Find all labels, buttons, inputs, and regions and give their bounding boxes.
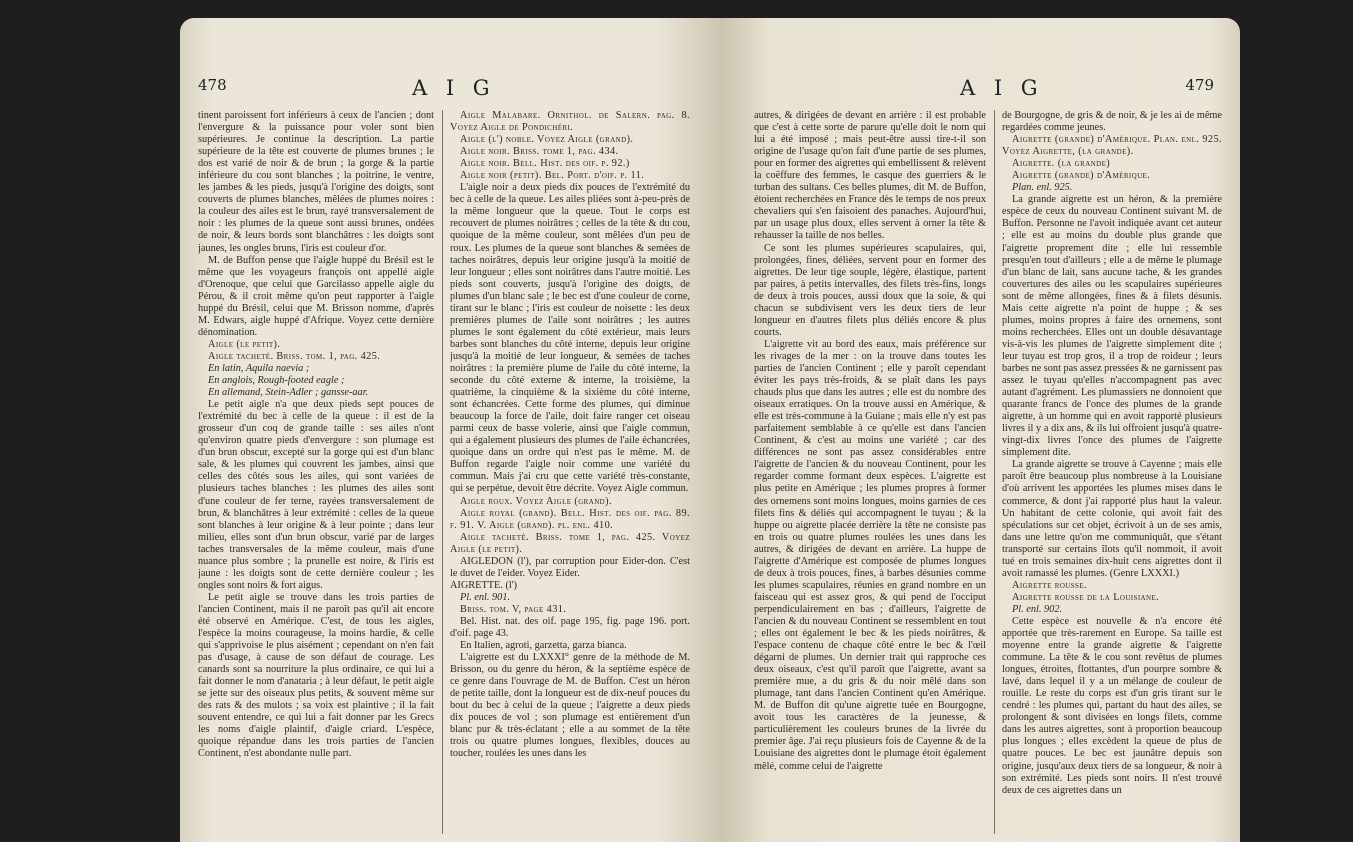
entry-heading: Aigle noir. Briss. tome 1, pag. 434. [460, 146, 619, 158]
left-page-column-2 [450, 110, 690, 834]
entry-heading: Aigle tacheté. Briss. tom. 1, pag. 425. [208, 350, 381, 362]
reference-line: Plan. enl. 925. [1012, 182, 1073, 194]
entry-heading: Aigle roux. Voyez Aigle (grand). [460, 495, 612, 507]
entry-heading: Aigle tacheté. Briss. tome 1, pag. 425. Voyez Aigle (le petit). [450, 531, 690, 555]
running-head: A I G [412, 76, 496, 100]
synonym-line: En anglois, Rough-footed eagle ; [208, 375, 345, 387]
paragraph: La grande aigrette se trouve à Cayenne ; mais elle paroît être beaucoup plus nombreuse à la Louisiane d'où arrivent les apportées les plumes mises dans le commerce, & dont j'ai rapporté plus haut la valeur. Un habitant de cette colonie, qui avoit fait des spéculations sur cet objet, écrivoit à un de ses amis, dans une lettre qu'on me communiquât, que s'étant transporté sur certains îlots qu'il nommoit, il avoit tué en trois semaines dix-huit cens aigrettes dont il avoit ramassé les plumes. (Genre LXXXI.) [1002, 459, 1222, 579]
reference-line: Bel. Hist. nat. des oif. page 195, fig. page 196. port. d'oif. page 43. [450, 615, 690, 640]
paragraph: Le petit aigle n'a que deux pieds sept pouces de l'extrémité du bec à celle de la queue : il est de la grosseur d'un coq de grande taille : ses ailes n'ont qu'environ quatre pieds d'envergure : son plumage est d'un brun obscur, excepté sur la gorge qui est d'un blanc sale, & les plumes qui couvrent les jambes, ainsi que celles des côtés sous les ailes, qui sont variées de plusieurs taches blanches : les plumes des ailes sont d'une couleur de fer terne, rayées transversalement de brun, & blanchâtres à leur extrémité : celles de la queue sont blanches à leur origine & à leur pointe ; dans leur milieu, elles sont d'un brun obscur, varié par de larges taches transversales de la même couleur, mais d'une nuance plus sombre ; la prunelle est noire, & l'iris est jaune : les doigts sont de cette dernière couleur ; les ongles sont noirs & fort aigus. [198, 399, 434, 591]
page-number: 478 [198, 76, 227, 94]
entry-heading: Aigle Malabare. Ornithol. de Salern. pag. 8. Voyez Aigle de Pondichéri. [450, 110, 690, 134]
paragraph: L'aigrette vit au bord des eaux, mais préférence sur les rivages de la mer : on la trouve dans toutes les parties de l'ancien Continent ; elle y paroît cependant éviter les pays très-froids, & se plaît dans les pays chauds plus que dans les autres ; elle est du nombre des oiseaux erratiques. On la trouve aussi en Amérique, & elle est très-commune à la Guiane ; mais elle n'y est pas parfaitement semblable à ce qu'elle est dans l'ancien Continent, & c'est au moins une variété ; car des différences ne sont pas assez considérables entre l'aigrette de l'ancien & du nouveau Continent, pour les regarder comme formant deux espèces. L'aigrette est plus petite en Amérique ; les plumes propres à former des ornemens sont moins longues, moins garnies de ces filets fins & déliés qui accompagnent le tuyau ; & la huppe ou aigrette placée derrière la tête ne consiste pas en trois ou quatre plumes roulées les unes dans les autres, & dirigées de devant en arrière. La huppe de l'aigrette d'Amérique est composée de plumes longues de deux à trois pouces, fines, à barbes désunies comme les plumes scapulaires, réunies en grand nombre en un faisceau qui est assez gros, & qui pend de l'occiput perpendiculairement en bas ; d'ailleurs, l'aigrette de l'ancien & du nouveau Continent se ressemblent en tout ; elles ont également le bec & les pieds noirâtres, & l'espace contenu de chaque côté entre le bec & l'œil dégarni de plumes. Un dernier trait qui rapproche ces deux oiseaux, c'est qu'il paroît que l'aigrette, avant sa première mue, a du gris & du noir mêlé dans son plumage, tant dans l'ancien Continent qu'en Amérique. M. de Buffon dit qu'une aigrette tuée en Bourgogne, avoit tous les caractères de la jeunesse, & particulièrement les couleurs brunes de la livrée du premier âge. J'ai reçu plusieurs fois de Cayenne & de la Louisiane des aigrettes dont le plumage étoit également mêlé, comme celui de l'aigrette [754, 338, 986, 772]
entry-heading: Aigle royal (grand). Bell. Hist. des oif. pag. 89. f. 91. V. Aigle (grand). pl. enl. 410. [450, 507, 690, 531]
synonym-line: En allemand, Stein-Adler ; gansse-aar. [208, 387, 369, 399]
paragraph: L'aigle noir a deux pieds dix pouces de l'extrémité du bec à celle de la queue. Les ailes pliées sont à-peu-près de la même longueur que la queue. Tout le corps est recouvert de plumes noirâtres ; celles de la tête & du cou, quoique de la même couleur, sont mêlées d'un peu de roux. Les plumes de la queue sont blanches & semées de taches noirâtres, depuis leur origine jusqu'à la moitié de leur longueur ; elles sont noirâtres dans l'autre moitié. Les pieds sont couverts, jusqu'à l'origine des doigts, de plumes d'un blanc sale ; le bec est d'une couleur de corne, tirant sur le blanc ; l'iris est couleur de noisette : les deux premières plumes de l'aile sont noirâtres ; les autres plumes le sont également du côté extérieur, mais leurs barbes sont blanches du côté interne, depuis leur origine jusqu'à la moitié de leur longueur, & semées de taches noirâtres : la première plume de l'aile du côté interne, la seconde du côté externe & interne, la troisième, la quatrième, la cinquième & la sixième du côté interne, sont échancrées. Cette forme des plumes, qui diminue beaucoup la force de l'aile, doit faire ranger cet oiseau parmi ceux de basse volerie, ainsi que l'aigle commun, qui a également plusieurs des plumes de l'aile échancrées, quoique dans un ordre qui n'est pas le même. M. de Buffon regarde l'aigle noir comme une variété du commun. Mais j'ai cru que cette variété très-constante, qui se perpétue, devoit être décrite. Voyez Aigle commun. [450, 182, 690, 495]
right-page [720, 18, 1240, 842]
running-head: A I G [960, 76, 1044, 100]
entry-heading: Aigrette. (la grande) [1012, 158, 1111, 170]
paragraph: L'aigrette est du LXXXI° genre de la méthode de M. Brisson, ou du genre du héron, & la septième espèce de ce genre dans l'ouvrage de M. de Buffon. C'est un héron de petite taille, dont la longueur est de dix-neuf pouces du bout du bec à celui de la queue ; l'aigrette a deux pieds dix pouces de vol ; son plumage est entièrement d'un blanc pur & très-éclatant ; elle a au sommet de la tête trois ou quatre plumes longues, flexibles, douces au toucher, roulées les unes dans les [450, 652, 690, 760]
left-page [180, 18, 720, 842]
paragraph: de Bourgogne, de gris & de noir, & je les ai de même regardées comme jeunes. [1002, 110, 1222, 134]
right-page-columns [754, 110, 1222, 834]
book-spread [150, 18, 1230, 842]
paragraph: Le petit aigle se trouve dans les trois parties de l'ancien Continent, mais il ne paroît pas qu'il ait encore été observé en Amérique. C'est, de tous les aigles, l'espèce la moins courageuse, la moins hardie, & celle qui s'apprivoise le plus aisément ; cependant on n'en fait pas d'usage, à cause de son défaut de courage. Les canards sont sa nourriture la plus ordinaire, ce qui lui a fait donner le nom d'anataria ; à leur défaut, le petit aigle se jette sur des oiseaux plus petits, & souvent même sur des rats & des mulots ; sa voix est plaintive ; il la fait souvent entendre, ce qui lui a fait donner par les Grecs les noms d'aigle plaintif, d'aigle criard. L'espèce, quoique répandue dans les trois parties de l'ancien Continent, n'est abondante nulle part. [198, 591, 434, 760]
entry-heading: Aigrette (grande) d'Amérique. [1012, 170, 1151, 182]
entry-heading: Aigle noir (petit). Bel. Port. d'oif. p. 11. [460, 170, 645, 182]
paragraph: Cette espèce est nouvelle & n'a encore été apportée que très-rarement en Europe. Sa taille est moyenne entre la grande aigrette & l'aigrette commune. La tête & le cou sont revêtus de plumes longues, étroites, flottantes, d'un pourpre sombre & lavé, dans lequel il y a un mélange de couleur de rouille. Le reste du corps est d'un gris tirant sur le cendré : les plumes qui, partant du haut des ailes, se prolongent & sont divisées en longs filets, comme dans les autres aigrettes, sont à proportion beaucoup plus longues ; elles excèdent la queue de plus de quatre pouces. Le bec est jaunâtre depuis son origine, jusqu'aux deux tiers de sa longueur, & noir à son extrémité. Les pieds sont noirs. Il n'est trouvé deux de ces aigrettes dans un [1002, 615, 1222, 796]
entry-heading: Aigrette rousse de la Louisiane. [1012, 591, 1160, 603]
synonym-line: En latin, Aquila naevia ; [208, 362, 310, 374]
entry-heading: Aigrette (grande) d'Amérique. Plan. enl. 925. Voyez Aigrette, (la grande). [1002, 134, 1222, 158]
page-number: 479 [1185, 76, 1214, 94]
paragraph: tinent paroissent fort inférieurs à ceux de l'ancien ; dont l'envergure & la puissance pour voler sont bien supérieures. Je continue la description. La partie supérieure de la tête est couverte de plumes brunes ; le dos est varié de noir & de brun ; la gorge & la partie inférieure du cou sont blanches ; la poitrine, le ventre, les jambes & les pieds, jusqu'à l'origine des doigts, sont couverts de plumes blanches, mêlées de plumes noires : la couleur des ailes est le brun, rayé transversalement de noir : les plumes de la queue sont aussi brunes, ondées de noir, & leurs bords sont blanchâtres : les doigts sont jaunes, les ongles bruns, l'iris est couleur d'or. [198, 110, 434, 254]
reference-line: Pl. enl. 902. [1012, 603, 1063, 615]
left-page-column-1 [198, 110, 434, 834]
entry-heading: Aigle (l') noble. Voyez Aigle (grand). [460, 134, 634, 146]
reference-line: Briss. tom. V, page 431. [460, 603, 567, 615]
reference-line: Pl. enl. 901. [460, 591, 511, 603]
column-rule [994, 110, 995, 834]
column-rule [442, 110, 443, 834]
entry-heading: AIGLEDON (l'), par corruption pour Eider-don. C'est le duvet de l'eider. Voyez Eider. [450, 555, 690, 579]
entry-heading: Aigle noir. Bell. Hist. des oif. p. 92.) [460, 158, 630, 170]
right-page-column-1 [754, 110, 986, 834]
entry-title: AIGRETTE. (l') [450, 579, 518, 591]
left-page-columns [198, 110, 696, 834]
paragraph: autres, & dirigées de devant en arrière : il est probable que c'est à cette sorte de parure qu'elle doit le nom qui lui a été imposé ; mais peut-être aussi tire-t-il son origine de l'usage qu'on fait d'une partie de ses plumes, pour en former des aigrettes qui embellissent & relèvent la coëffure des femmes, le casque des guerriers & le turban des sultans. Ces belles plumes, dit M. de Buffon, étoient recherchées en France dès le temps de nos preux chevaliers qui s'en faisoient des panaches. Aujourd'hui, par un usage plus doux, elles servent à orner la tête & rehausser la taille de nos belles. [754, 110, 986, 242]
entry-heading: Aigrette rousse. [1012, 579, 1087, 591]
right-page-column-2 [1002, 110, 1222, 834]
paragraph: M. de Buffon pense que l'aigle huppé du Brésil est le même que les voyageurs françois ont appellé aigle d'Orenoque, que celui que Garcilasso appelle aigle du Pérou, & il croit même qu'on peut rapporter à l'aigle huppé du Brésil, celui que M. Brisson nomme, d'après M. Edwars, aigle huppé d'Afrique. Voyez cette dernière dénomination. [198, 254, 434, 338]
paragraph: La grande aigrette est un héron, & la première espèce de ceux du nouveau Continent suivant M. de Buffon. Personne ne l'avoit indiquée avant cet auteur ; elle est au moins du double plus grande que l'aigrette proprement dite ; elle lui ressemble presqu'en tout d'ailleurs ; elle a de même le plumage d'un blanc de lait, sans aucune tache, & les grandes couvertures des ailes ou les scapulaires supérieures sont de même allongées, fines & à filets désunis. Mais cette aigrette n'a point de huppe ; & ses plumes, moins propres à faire des ornemens, sont moins recherchées. Elles ont un double désavantage vis-à-vis les plumes de l'aigrette simplement dite ; leur tuyau est trop gros, il a trop de roideur ; leurs barbes ne sont pas assez pressées & ne garnissent pas assez le tuyau qu'elles n'accompagnent pas avec autant d'agrément. Les plumassiers ne donnoient que quarante francs de l'once des plumes de la grande aigrette, à un homme qui en avoit rapporté plusieurs livres il y a dix ans, & ils lui offroient jusqu'à quatre-vingt-dix livres l'once des plumes de l'aigrette simplement dite. [1002, 194, 1222, 459]
synonym-line: En Italien, agroti, garzetta, garza bianca. [460, 640, 627, 652]
paragraph: Ce sont les plumes supérieures scapulaires, qui, prolongées, fines, déliées, servent pour en former des aigrettes. De leur tige souple, légère, élastique, partent par paires, à petits intervalles, des filets très-fins, longs de deux à trois pouces, aussi doux que la soie, & qui chacun se subdivisent vers les deux tiers de leur longueur en d'autres filets plus déliés encore & plus courts. [754, 242, 986, 338]
right-page-header [720, 76, 1240, 110]
left-page-header [180, 76, 720, 110]
entry-heading: Aigle (le petit). [208, 338, 281, 350]
